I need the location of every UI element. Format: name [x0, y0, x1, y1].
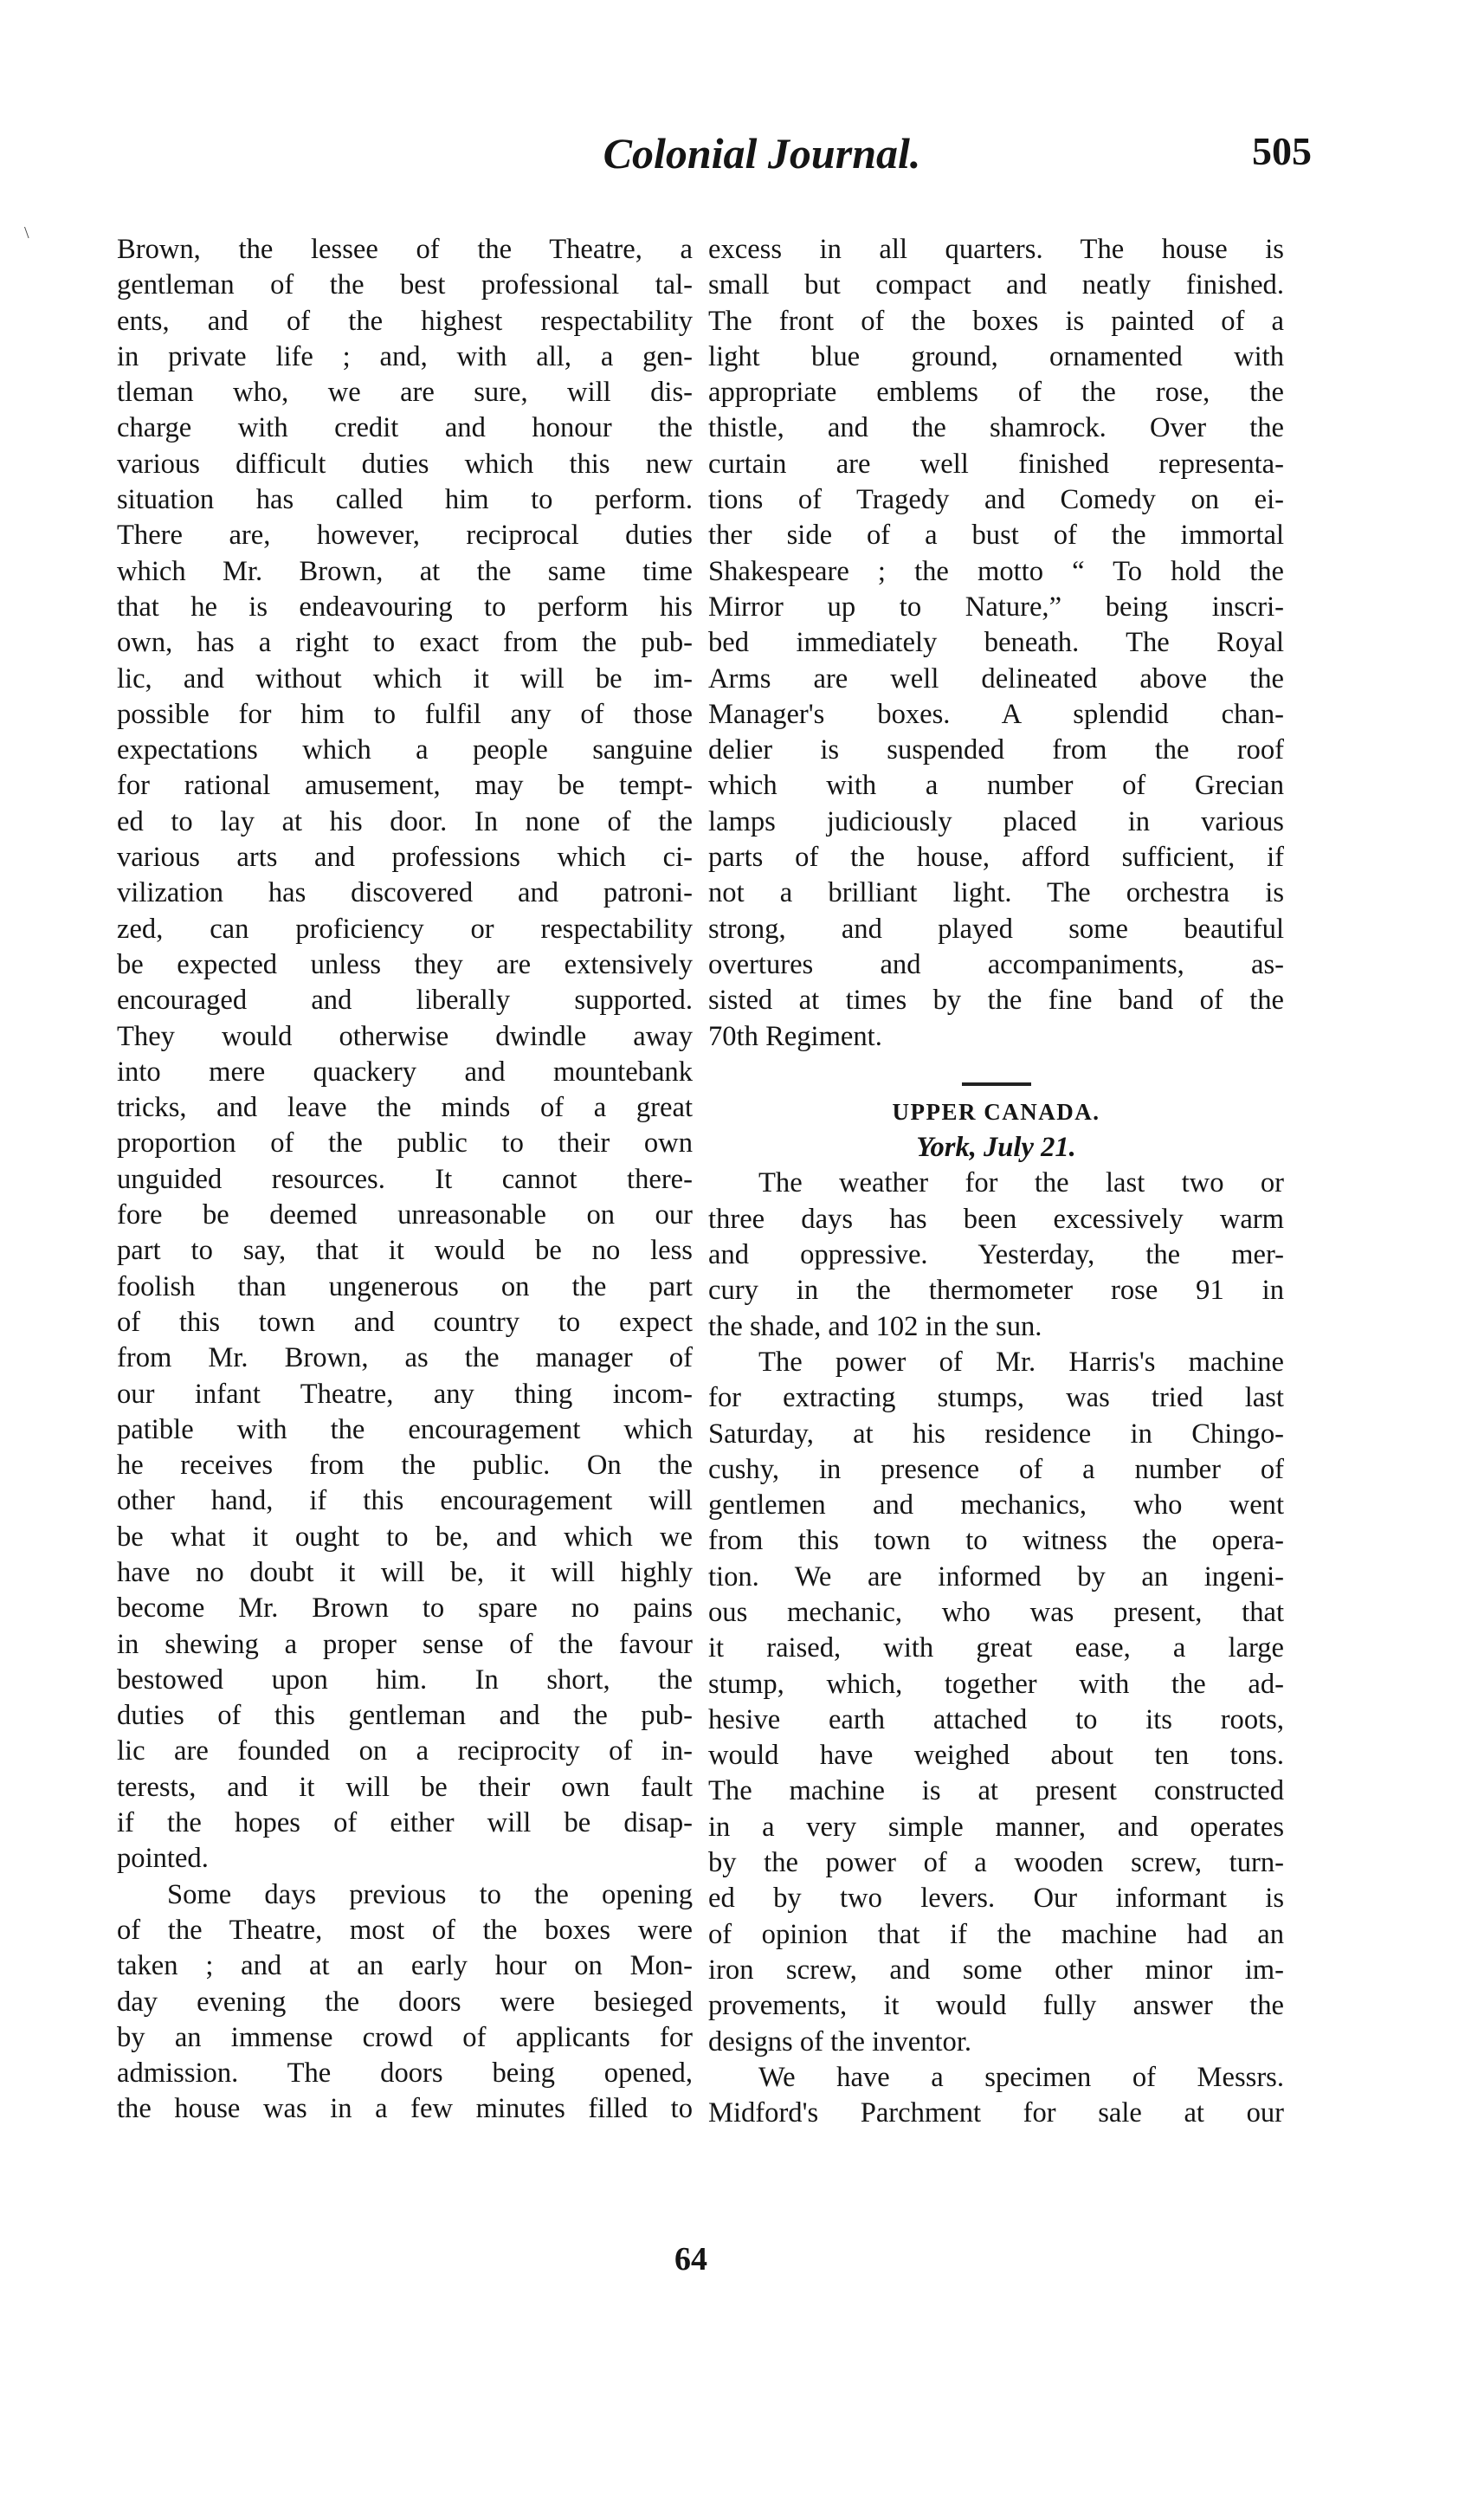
text-line: in shewing a proper sense of the favour [117, 1628, 693, 1660]
text-line: ed to lay at his door. In none of the [117, 805, 693, 837]
text-line: various arts and professions which ci- [117, 842, 693, 874]
text-line: bestowed upon him. In short, the [117, 1663, 693, 1696]
text-line: patible with the encouragement which [117, 1413, 693, 1445]
text-line: Brown, the lessee of the Theatre, a [117, 234, 693, 265]
text-line: the house was in a few minutes filled to [117, 2093, 693, 2125]
text-line: lic, and without which it will be im- [117, 662, 693, 694]
text-line: iron screw, and some other minor im- [708, 1954, 1284, 1986]
text-line: in a very simple manner, and operates [708, 1811, 1284, 1843]
text-line: Midford's Parchment for sale at our [708, 2097, 1284, 2129]
text-line: admission. The doors being opened, [117, 2058, 693, 2090]
text-line: We have a specimen of Messrs. [758, 2061, 1284, 2093]
text-line: pointed. [117, 1843, 209, 1875]
text-line: not a brilliant light. The orchestra is [708, 877, 1284, 909]
text-line: cury in the thermometer rose 91 in [708, 1275, 1284, 1307]
text-line: delier is suspended from the roof [708, 734, 1284, 766]
text-line: foolish than ungenerous on the part [117, 1270, 693, 1302]
page-number: 505 [1252, 129, 1312, 173]
signature-mark: 64 [674, 2241, 707, 2277]
text-line: tleman who, we are sure, will dis- [117, 377, 693, 409]
text-line: possible for him to fulfil any of those [117, 698, 693, 730]
text-line: cushy, in presence of a number of [708, 1453, 1284, 1485]
text-line: for rational amusement, may be tempt- [117, 770, 693, 802]
text-line: be what it ought to be, and which we [117, 1521, 693, 1553]
text-line: duties of this gentleman and the pub- [117, 1700, 693, 1732]
text-line: tricks, and leave the minds of a great [117, 1092, 693, 1124]
text-line: The front of the boxes is painted of a [708, 305, 1284, 337]
text-line: of this town and country to expect [117, 1306, 693, 1338]
text-line: ents, and of the highest respectability [117, 305, 693, 337]
text-line: tions of Tragedy and Comedy on ei- [708, 484, 1284, 516]
text-line: he receives from the public. On the [117, 1450, 693, 1482]
text-line: situation has called him to perform. [117, 484, 693, 516]
text-line: hesive earth attached to its roots, [708, 1703, 1284, 1735]
text-line: ther side of a bust of the immortal [708, 520, 1284, 552]
text-line: our infant Theatre, any thing incom- [117, 1378, 693, 1410]
text-line: charge with credit and honour the [117, 412, 693, 444]
parchment-paragraph [708, 2060, 1284, 2132]
text-line: terests, and it will be their own fault [117, 1771, 693, 1803]
left-column [117, 232, 693, 2128]
text-line: Shakespeare ; the motto “ To hold the [708, 555, 1284, 587]
text-line: The weather for the last two or [758, 1167, 1284, 1199]
text-line: day evening the doors were besieged [117, 1986, 693, 2018]
section-heading: UPPER CANADA. [892, 1098, 1100, 1125]
text-line: it raised, with great ease, a large [708, 1632, 1284, 1664]
theatre-description-paragraph [708, 232, 1284, 1055]
text-line: gentlemen and mechanics, who went [708, 1489, 1284, 1521]
text-line: various difficult duties which this new [117, 448, 693, 480]
text-line: part to say, that it would be no less [117, 1235, 693, 1267]
text-line: lic are founded on a reciprocity of in- [117, 1735, 693, 1767]
text-line: own, has a right to exact from the pub- [117, 627, 693, 659]
stump-machine-paragraph [708, 1345, 1284, 2060]
text-line: in private life ; and, with all, a gen- [117, 340, 693, 372]
text-line: expectations which a people sanguine [117, 734, 693, 766]
text-line: have no doubt it will be, it will highly [117, 1556, 693, 1588]
text-line: sisted at times by the fine band of the [708, 985, 1284, 1017]
text-line: of opinion that if the machine had an [708, 1918, 1284, 1950]
text-line: which Mr. Brown, at the same time [117, 555, 693, 587]
text-line: They would otherwise dwindle away [117, 1020, 693, 1052]
text-line: vilization has discovered and patroni- [117, 877, 693, 909]
text-line: unguided resources. It cannot there- [117, 1163, 693, 1195]
text-line: 70th Regiment. [708, 1020, 882, 1052]
text-line: by an immense crowd of applicants for [117, 2021, 693, 2053]
text-line: excess in all quarters. The house is [708, 234, 1284, 265]
text-line: from Mr. Brown, as the manager of [117, 1342, 693, 1374]
text-line: Mirror up to Nature,” being inscri- [708, 591, 1284, 623]
running-title: Colonial Journal. [603, 129, 921, 178]
text-line: would have weighed about ten tons. [708, 1740, 1284, 1772]
text-line: and oppressive. Yesterday, the mer- [708, 1239, 1284, 1271]
text-line: provements, it would fully answer the [708, 1990, 1284, 2022]
text-line: Saturday, at his residence in Chingo- [708, 1418, 1284, 1450]
text-line: ous mechanic, who was present, that [708, 1596, 1284, 1628]
text-line: There are, however, reciprocal duties [117, 520, 693, 552]
text-line: taken ; and at an early hour on Mon- [117, 1950, 693, 1982]
text-line: fore be deemed unreasonable on our [117, 1199, 693, 1231]
text-line: that he is endeavouring to perform his [117, 591, 693, 623]
text-line: thistle, and the shamrock. Over the [708, 412, 1284, 444]
text-line: proportion of the public to their own [117, 1127, 693, 1160]
text-line: zed, can proficiency or respectability [117, 913, 693, 945]
weather-paragraph [708, 1166, 1284, 1344]
dateline: York, July 21. [916, 1132, 1076, 1164]
text-line: overtures and accompaniments, as- [708, 948, 1284, 980]
text-line: parts of the house, afford sufficient, if [708, 842, 1284, 874]
text-line: into mere quackery and mountebank [117, 1056, 693, 1088]
text-line: ed by two levers. Our informant is [708, 1883, 1284, 1915]
text-line: small but compact and neatly finished. [708, 269, 1284, 301]
text-line: designs of the inventor. [708, 2025, 972, 2058]
section-divider [962, 1082, 1031, 1086]
text-line: which with a number of Grecian [708, 770, 1284, 802]
text-line: light blue ground, ornamented with [708, 340, 1284, 372]
theatre-duties-paragraph [117, 232, 693, 1877]
text-line: appropriate emblems of the rose, the [708, 377, 1284, 409]
text-line: gentleman of the best professional tal- [117, 269, 693, 301]
text-line: encouraged and liberally supported. [117, 985, 693, 1017]
text-line: from this town to witness the opera- [708, 1525, 1284, 1557]
text-line: The machine is at present constructed [708, 1775, 1284, 1807]
text-line: three days has been excessively warm [708, 1203, 1284, 1235]
theatre-opening-paragraph [117, 1877, 693, 2128]
text-line: of the Theatre, most of the boxes were [117, 1914, 693, 1946]
text-line: Manager's boxes. A splendid chan- [708, 698, 1284, 730]
right-column [708, 232, 1284, 2131]
text-line: for extracting stumps, was tried last [708, 1382, 1284, 1414]
text-line: by the power of a wooden screw, turn- [708, 1847, 1284, 1879]
margin-speck: \ [24, 223, 29, 242]
text-line: become Mr. Brown to spare no pains [117, 1592, 693, 1625]
text-line: tion. We are informed by an ingeni- [708, 1560, 1284, 1592]
text-line: The power of Mr. Harris's machine [758, 1346, 1284, 1378]
text-line: other hand, if this encouragement will [117, 1485, 693, 1517]
text-line: Some days previous to the opening [167, 1878, 693, 1910]
text-line: if the hopes of either will be disap- [117, 1807, 693, 1839]
text-line: lamps judiciously placed in various [708, 805, 1284, 837]
text-line: strong, and played some beautiful [708, 913, 1284, 945]
text-line: curtain are well finished representa- [708, 448, 1284, 480]
text-line: stump, which, together with the ad- [708, 1668, 1284, 1700]
text-line: be expected unless they are extensively [117, 948, 693, 980]
text-line: Arms are well delineated above the [708, 662, 1284, 694]
text-line: bed immediately beneath. The Royal [708, 627, 1284, 659]
text-line: the shade, and 102 in the sun. [708, 1310, 1042, 1342]
